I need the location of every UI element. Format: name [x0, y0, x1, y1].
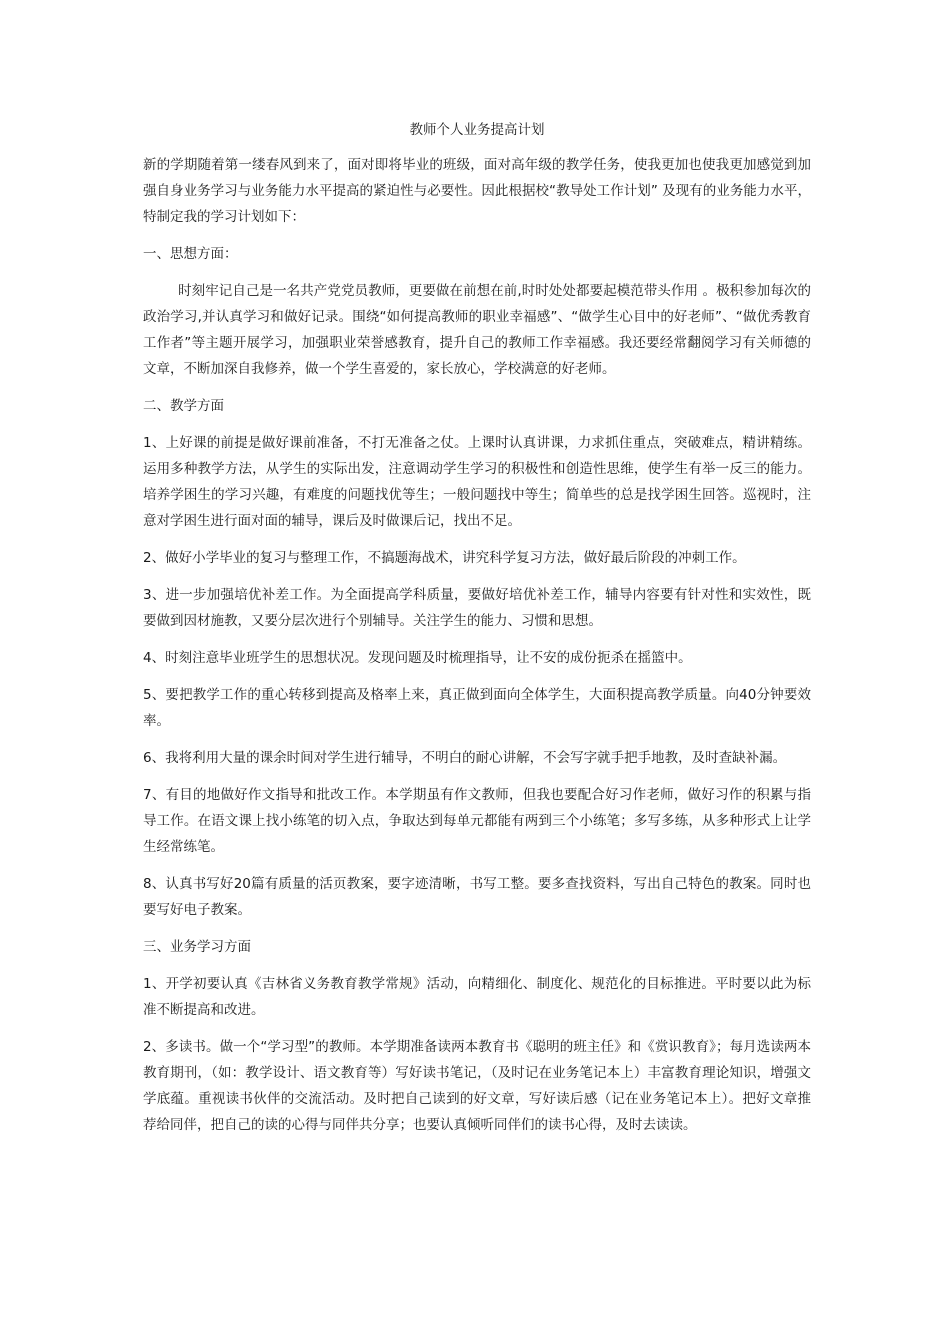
teaching-item-1: 1、上好课的前提是做好课前准备，不打无准备之仗。上课时认真讲课，力求抓住重点，突破难点，精讲精练。运用多种教学方法，从学生的实际出发，注意调动学生学习的积极性和创造性思维，使学生有举一反三的能力。培养学困生的学习兴趣，有难度的问题找优等生；一般问题找中等生；简单些的总是找学困生回答。巡视时，注意对学困生进行面对面的辅导，课后及时做课后记，找出不足。 — [143, 435, 811, 529]
teaching-item-6: 6、我将利用大量的课余时间对学生进行辅导，不明白的耐心讲解，不会写字就手把手地教，及时查缺补漏。 — [143, 750, 787, 766]
teaching-item-5: 5、要把教学工作的重心转移到提高及格率上来，真正做到面向全体学生，大面积提高教学质量。向40分钟要效率。 — [143, 687, 811, 729]
document-title: 教师个人业务提高计划 — [409, 122, 545, 138]
teaching-item-7: 7、有目的地做好作文指导和批改工作。本学期虽有作文教师，但我也要配合好习作老师，做好习作的积累与指导工作。在语文课上找小练笔的切入点，争取达到每单元都能有两到三个小练笔；多写多练，从多种形式上让学生经常练笔。 — [143, 787, 811, 855]
section-heading-thought: 一、思想方面： — [143, 246, 238, 262]
teaching-item-4: 4、时刻注意毕业班学生的思想状况。发现问题及时梳理指导，让不安的成份扼杀在摇篮中。 — [143, 650, 692, 666]
section-heading-teaching: 二、教学方面 — [143, 398, 224, 414]
teaching-item-8: 8、认真书写好20篇有质量的活页教案，要字迹清晰，书写工整。要多查找资料，写出自己特色的教案。同时也要写好电子教案。 — [143, 876, 811, 918]
document-page — [143, 118, 811, 1149]
study-item-2: 2、多读书。做一个“学习型”的教师。本学期准备读两本教育书《聪明的班主任》和《赏识教育》；每月选读两本教育期刊，（如：教学设计、语文教育等）写好读书笔记，（及时记在业务笔记本上）丰富教育理论知识，增强文学底蕴。重视读书伙伴的交流活动。及时把自己读到的好文章，写好读后感（记在业务笔记本上）。把好文章推荐给同伴，把自己的读的心得与同伴共分享；也要认真倾听同伴们的读书心得，及时去读读。 — [143, 1039, 811, 1133]
study-item-1: 1、开学初要认真《吉林省义务教育教学常规》活动，向精细化、制度化、规范化的目标推进。平时要以此为标准不断提高和改进。 — [143, 976, 811, 1018]
section-heading-study: 三、业务学习方面 — [143, 939, 251, 955]
teaching-item-3: 3、进一步加强培优补差工作。为全面提高学科质量，要做好培优补差工作，辅导内容要有针对性和实效性，既要做到因材施教，又要分层次进行个别辅导。关注学生的能力、习惯和思想。 — [143, 587, 811, 629]
intro-paragraph: 新的学期随着第一缕春风到来了，面对即将毕业的班级，面对高年级的教学任务，使我更加也使我更加感觉到加强自身业务学习与业务能力水平提高的紧迫性与必要性。因此根据校“教导处工作计划” 及现有的业务能力水平， 特制定我的学习计划如下： — [143, 157, 811, 225]
teaching-item-2: 2、做好小学毕业的复习与整理工作，不搞题海战术，讲究科学复习方法，做好最后阶段的冲刺工作。 — [143, 550, 746, 566]
section-thought-paragraph: 时刻牢记自己是一名共产党党员教师，更要做在前想在前,时时处处都要起模范带头作用 。极积参加每次的政治学习,并认真学习和做好记录。围绕“如何提高教师的职业幸福感”、“做学生心目中的好老师”、“做优秀教育工作者”等主题开展学习，加强职业荣誉感教育，提升自己的教师工作幸福感。我还要经常翻阅学习有关师德的文章，不断加深自我修养，做一个学生喜爱的，家长放心，学校满意的好老师。 — [143, 283, 811, 377]
